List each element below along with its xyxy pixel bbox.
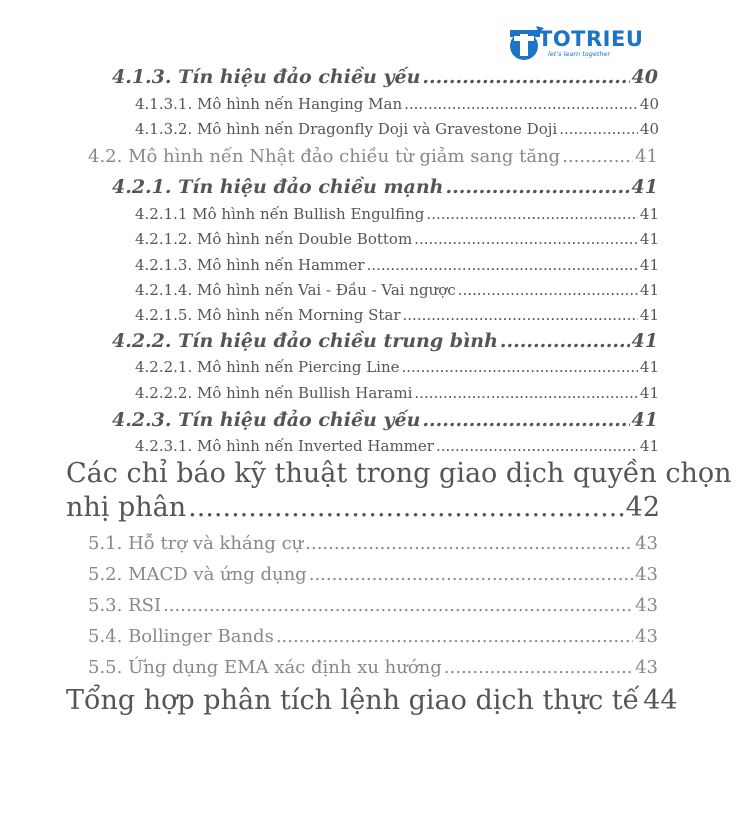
toc-entry[interactable]	[135, 281, 659, 299]
toc-leader-dots	[562, 146, 633, 167]
toc-entry-page: 43	[635, 595, 658, 616]
toc-entry-title: 4.2.1. Tín hiệu đảo chiều mạnh	[112, 176, 444, 198]
toc-leader-dots	[426, 205, 637, 223]
toc-entry-title: 5.2. MACD và ứng dụng	[88, 564, 307, 585]
toc-leader-dots	[404, 95, 638, 113]
toc-entry-page: 40	[631, 66, 658, 88]
toc-entry-title: Tổng hợp phân tích lệnh giao dịch thực tế	[66, 685, 640, 716]
toc-leader-dots	[446, 176, 630, 198]
totrieu-logo	[506, 24, 644, 64]
toc-leader-dots	[422, 409, 629, 431]
toc-entry[interactable]	[88, 657, 658, 678]
toc-leader-dots	[414, 230, 638, 248]
toc-entry[interactable]	[135, 120, 659, 138]
logo-brand-text: TOTRIEU	[538, 27, 644, 51]
toc-entry-title: 4.2.1.1 Mô hình nến Bullish Engulfing	[135, 205, 425, 223]
toc-entry-page: 41	[639, 437, 659, 455]
toc-leader-dots	[309, 564, 633, 585]
toc-entry-page: 44	[643, 685, 678, 716]
toc-leader-dots	[163, 595, 633, 616]
toc-entry-page: 40	[639, 95, 659, 113]
toc-leader-dots	[414, 384, 638, 402]
toc-chapter-title-line1[interactable]	[66, 458, 732, 489]
toc-entry-title: 4.2.3. Tín hiệu đảo chiều yếu	[112, 409, 421, 431]
toc-entry-title: 5.3. RSI	[88, 595, 162, 616]
toc-entry-title: 4.2.2.2. Mô hình nến Bullish Harami	[135, 384, 413, 402]
toc-entry[interactable]	[88, 595, 658, 616]
toc-entry[interactable]	[66, 492, 660, 523]
toc-leader-dots	[559, 120, 638, 138]
toc-entry-page: 41	[631, 176, 658, 198]
toc-entry[interactable]	[135, 384, 659, 402]
toc-entry[interactable]	[66, 685, 678, 716]
toc-entry-title: 4.1.3. Tín hiệu đảo chiều yếu	[112, 66, 421, 88]
toc-entry-page: 41	[635, 146, 658, 167]
toc-entry[interactable]	[112, 176, 658, 198]
toc-entry-title: 4.2. Mô hình nến Nhật đảo chiều từ giảm sang tăng	[88, 146, 561, 167]
toc-entry-page: 41	[631, 330, 658, 352]
toc-entry-page: 43	[635, 564, 658, 585]
toc-entry[interactable]	[112, 409, 658, 431]
toc-leader-dots	[402, 358, 638, 376]
toc-entry[interactable]	[135, 230, 659, 248]
toc-entry-page: 42	[625, 492, 660, 523]
toc-leader-dots	[436, 437, 638, 455]
toc-entry[interactable]	[88, 626, 658, 647]
toc-entry-page: 41	[639, 205, 659, 223]
toc-entry-page: 41	[639, 358, 659, 376]
toc-entry-page: 41	[639, 306, 659, 324]
toc-leader-dots	[276, 626, 633, 647]
toc-entry[interactable]	[135, 95, 659, 113]
toc-leader-dots	[305, 533, 633, 554]
toc-entry-title: 5.4. Bollinger Bands	[88, 626, 274, 647]
toc-leader-dots	[500, 330, 630, 352]
toc-entry-title: nhị phân	[66, 492, 187, 523]
toc-leader-dots	[188, 492, 623, 523]
toc-entry[interactable]	[135, 306, 659, 324]
toc-entry[interactable]	[135, 437, 659, 455]
toc-entry[interactable]	[88, 533, 658, 554]
toc-entry-page: 41	[639, 256, 659, 274]
toc-entry-page: 40	[639, 120, 659, 138]
toc-entry[interactable]	[88, 146, 658, 167]
toc-entry-page: 41	[631, 409, 658, 431]
toc-entry-title: 4.2.1.2. Mô hình nến Double Bottom	[135, 230, 413, 248]
toc-entry-title: Các chỉ báo kỹ thuật trong giao dịch quyền chọn	[66, 458, 732, 489]
toc-entry-page: 43	[635, 533, 658, 554]
toc-entry[interactable]	[112, 330, 658, 352]
toc-leader-dots	[367, 256, 638, 274]
toc-entry-page: 43	[635, 657, 658, 678]
toc-entry-title: 4.2.1.3. Mô hình nến Hammer	[135, 256, 365, 274]
toc-leader-dots	[403, 306, 638, 324]
toc-entry[interactable]	[112, 66, 658, 88]
toc-entry-title: 4.2.3.1. Mô hình nến Inverted Hammer	[135, 437, 434, 455]
logo-tagline: let's learn together	[548, 50, 611, 58]
toc-entry[interactable]	[135, 256, 659, 274]
toc-entry-title: 4.1.3.2. Mô hình nến Dragonfly Doji và Gravestone Doji	[135, 120, 558, 138]
toc-leader-dots	[422, 66, 629, 88]
toc-entry-page: 43	[635, 626, 658, 647]
toc-leader-dots	[444, 657, 633, 678]
toc-entry-title: 5.5. Ứng dụng EMA xác định xu hướng	[88, 657, 442, 678]
toc-leader-dots	[458, 281, 638, 299]
toc-entry[interactable]	[135, 358, 659, 376]
toc-entry-title: 4.2.2. Tín hiệu đảo chiều trung bình	[112, 330, 498, 352]
toc-entry-page: 41	[639, 281, 659, 299]
toc-entry-title: 5.1. Hỗ trợ và kháng cự	[88, 533, 304, 554]
toc-entry-title: 4.2.2.1. Mô hình nến Piercing Line	[135, 358, 400, 376]
toc-entry-page: 41	[639, 384, 659, 402]
toc-entry[interactable]	[135, 205, 659, 223]
toc-entry-page: 41	[639, 230, 659, 248]
toc-entry-title: 4.2.1.5. Mô hình nến Morning Star	[135, 306, 401, 324]
toc-entry-title: 4.2.1.4. Mô hình nến Vai - Đầu - Vai ngược	[135, 281, 456, 299]
toc-entry-title: 4.1.3.1. Mô hình nến Hanging Man	[135, 95, 403, 113]
toc-entry[interactable]	[88, 564, 658, 585]
